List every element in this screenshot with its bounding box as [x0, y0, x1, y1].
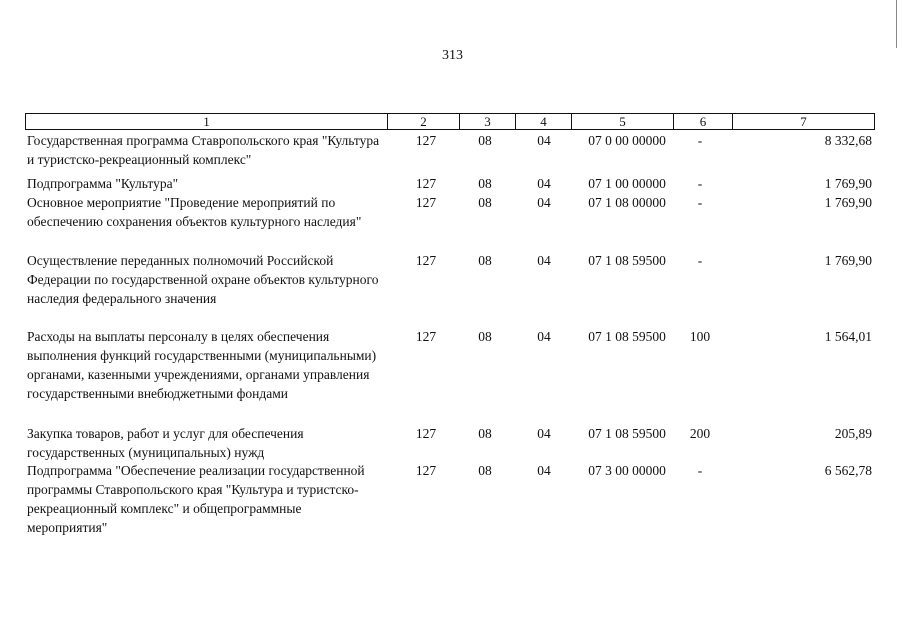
row-col-5: 07 1 08 59500 [588, 426, 666, 441]
row-col-3: 08 [478, 195, 492, 210]
row-name: Основное мероприятие "Проведение мероприятий по обеспечению сохранения объектов культурного наследия" [27, 195, 362, 229]
header-col-6: 6 [674, 114, 733, 129]
row-amount: 1 769,90 [824, 176, 872, 191]
row-amount: 1 769,90 [824, 253, 872, 268]
row-col-3: 08 [478, 426, 492, 441]
page-number: 313 [442, 48, 463, 63]
row-col-3: 08 [478, 463, 492, 478]
row-amount: 6 562,78 [824, 463, 872, 478]
row-col-2: 127 [415, 133, 437, 148]
row-col-2: 127 [415, 253, 437, 268]
row-col-4: 04 [537, 463, 551, 478]
row-col-5: 07 1 08 00000 [588, 195, 666, 210]
row-col-6: 100 [689, 329, 711, 344]
row-col-4: 04 [537, 426, 551, 441]
row-col-3: 08 [478, 176, 492, 191]
row-col-6: - [697, 133, 703, 148]
row-col-3: 08 [478, 329, 492, 344]
row-col-5: 07 0 00 00000 [588, 133, 666, 148]
row-col-3: 08 [478, 133, 492, 148]
row-col-4: 04 [537, 133, 551, 148]
header-col-3: 3 [460, 114, 516, 129]
header-col-4: 4 [516, 114, 572, 129]
row-col-2: 127 [415, 463, 437, 478]
row-amount: 1 564,01 [824, 329, 872, 344]
row-col-6: - [697, 176, 703, 191]
row-amount: 8 332,68 [824, 133, 872, 148]
row-name: Расходы на выплаты персоналу в целях обеспечения выполнения функций государственными (муниципальными) органами, казенными учреждениями, органами управления государственными внебюджетными фондами [27, 329, 377, 401]
row-col-2: 127 [415, 426, 437, 441]
row-col-4: 04 [537, 253, 551, 268]
table-header [25, 113, 875, 130]
row-name: Государственная программа Ставропольского края "Культура и туристско-рекреационный комплекс" [27, 133, 380, 167]
margin-line [896, 0, 897, 48]
row-col-4: 04 [537, 329, 551, 344]
row-col-5: 07 1 08 59500 [588, 253, 666, 268]
row-col-2: 127 [415, 176, 437, 191]
header-col-7: 7 [800, 114, 807, 129]
row-col-6: 200 [689, 426, 711, 441]
row-name: Подпрограмма "Культура" [27, 176, 179, 191]
header-col-2: 2 [388, 114, 460, 129]
row-col-4: 04 [537, 176, 551, 191]
row-name: Осуществление переданных полномочий Российской Федерации по государственной охране объектов культурного наследия федерального значения [27, 253, 379, 306]
row-col-2: 127 [415, 329, 437, 344]
row-col-4: 04 [537, 195, 551, 210]
row-amount: 1 769,90 [824, 195, 872, 210]
header-col-5: 5 [572, 114, 674, 129]
row-col-5: 07 3 00 00000 [588, 463, 666, 478]
row-col-2: 127 [415, 195, 437, 210]
row-col-3: 08 [478, 253, 492, 268]
row-amount: 205,89 [834, 426, 872, 441]
row-col-5: 07 1 08 59500 [588, 329, 666, 344]
row-col-6: - [697, 195, 703, 210]
row-name: Подпрограмма "Обеспечение реализации государственной программы Ставропольского края "Культура и туристско-рекреационный комплекс" и общепрограммные мероприятия" [27, 463, 365, 535]
row-col-6: - [697, 463, 703, 478]
header-col-1: 1 [26, 114, 388, 129]
row-name: Закупка товаров, работ и услуг для обеспечения государственных (муниципальных) нужд [27, 426, 304, 460]
row-col-5: 07 1 00 00000 [588, 176, 666, 191]
row-col-6: - [697, 253, 703, 268]
